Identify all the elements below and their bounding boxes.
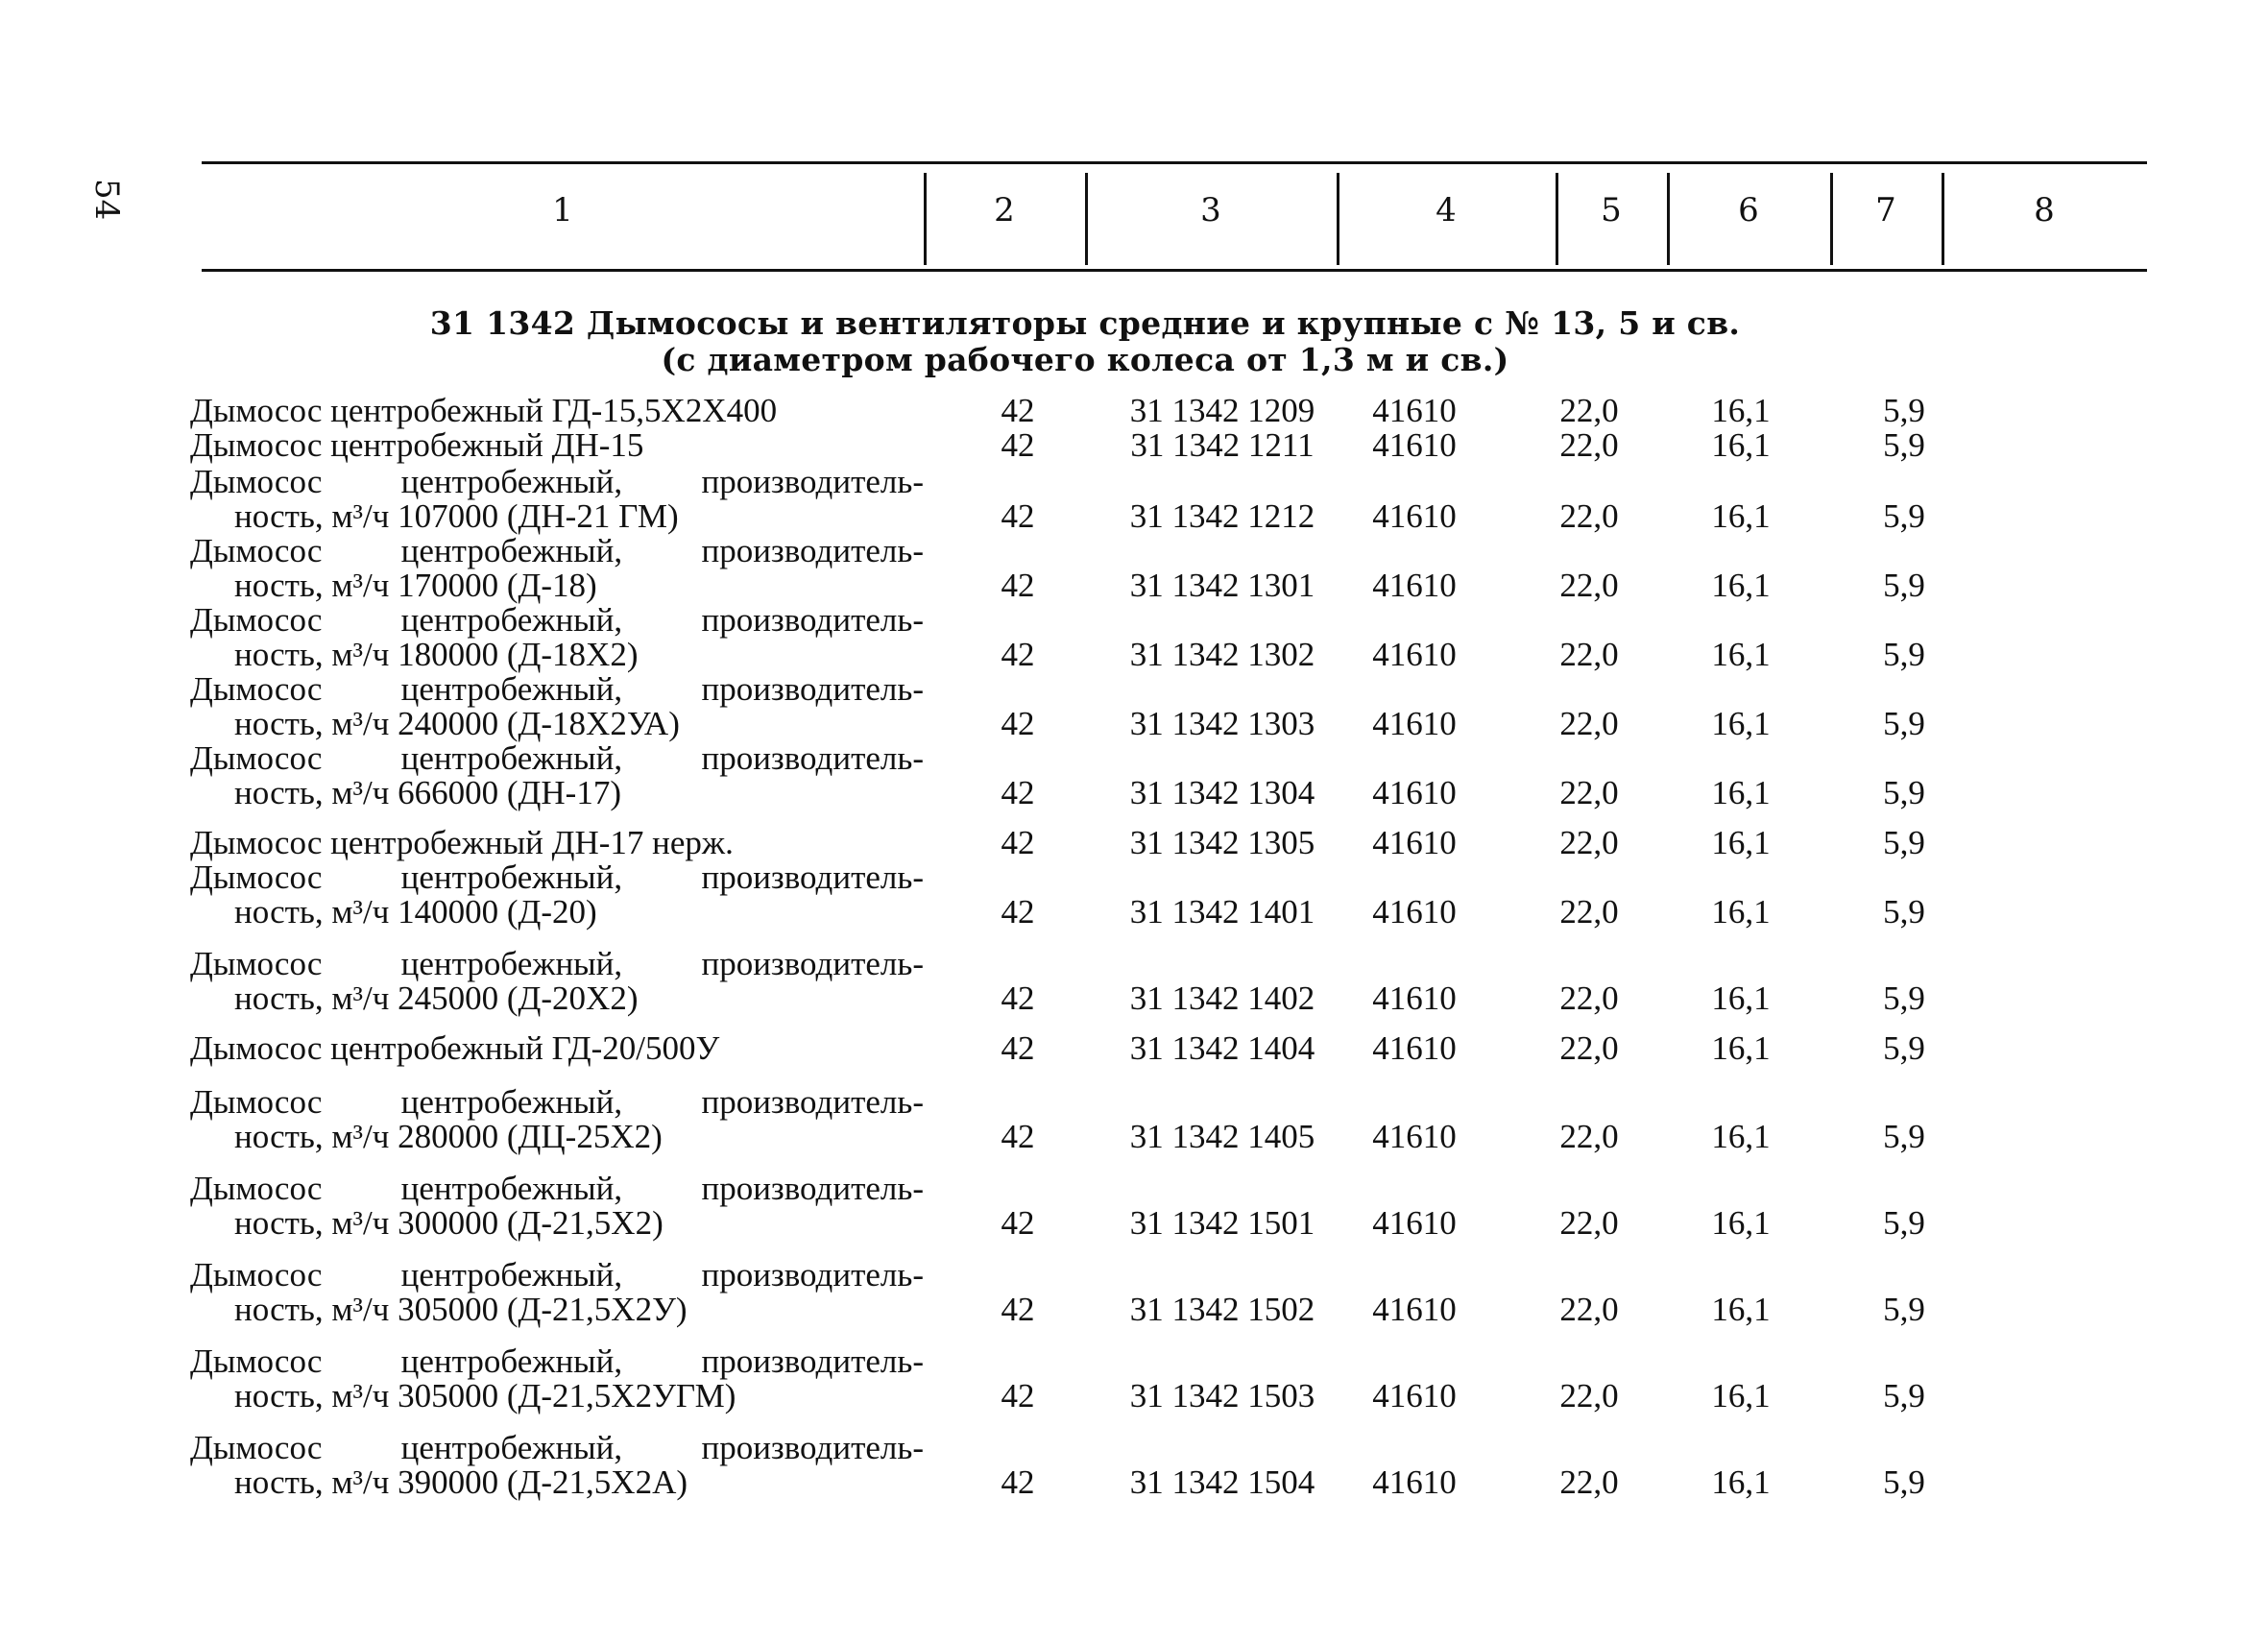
item-name-line-2: ность, м³/ч 180000 (Д-18Х2)	[234, 636, 639, 673]
item-name-word: центробежный,	[400, 739, 623, 777]
cell-col-6: 16,1	[1711, 1291, 1771, 1328]
item-name-line-2: ность, м³/ч 300000 (Д-21,5Х2)	[234, 1204, 664, 1242]
item-name-line-2: ность, м³/ч 245000 (Д-20Х2)	[234, 979, 639, 1017]
item-name-word: центробежный,	[400, 532, 623, 569]
cell-col-7: 5,9	[1883, 1463, 1925, 1501]
item-name	[190, 1085, 924, 1154]
item-name	[190, 826, 924, 860]
item-name-word: центробежный,	[400, 1256, 623, 1293]
cell-col-7: 5,9	[1883, 705, 1925, 742]
item-name-line-1	[190, 1258, 924, 1293]
item-name	[190, 1172, 924, 1241]
item-name-word: Дымосос центробежный ДН-15	[190, 426, 644, 464]
item-name-line-1	[190, 534, 924, 568]
item-name-word: производитель-	[701, 1256, 924, 1293]
cell-col-6: 16,1	[1711, 1029, 1771, 1067]
item-name-line-1	[190, 826, 924, 860]
cell-col-5: 22,0	[1559, 893, 1619, 931]
cell-col-4: 41610	[1372, 567, 1457, 604]
cell-col-6: 16,1	[1711, 774, 1771, 811]
cell-col-6: 16,1	[1711, 1118, 1771, 1155]
cell-col-5: 22,0	[1559, 1029, 1619, 1067]
cell-col-7: 5,9	[1883, 824, 1925, 861]
cell-col-4: 41610	[1372, 636, 1457, 673]
cell-col-7: 5,9	[1883, 426, 1925, 464]
item-name	[190, 428, 924, 463]
item-name-line-2: ность, м³/ч 240000 (Д-18Х2УА)	[234, 705, 680, 742]
cell-col-5: 22,0	[1559, 1204, 1619, 1242]
cell-col-2: 42	[1001, 1463, 1035, 1501]
cell-col-4: 41610	[1372, 497, 1457, 535]
item-name-word: Дымосос	[190, 1256, 323, 1293]
cell-col-3: 31 1342 1301	[1129, 567, 1315, 604]
item-name-word: Дымосос	[190, 858, 323, 896]
item-name-line-1	[190, 947, 924, 981]
item-name-word: центробежный,	[400, 601, 623, 639]
cell-col-7: 5,9	[1883, 636, 1925, 673]
item-name-word: производитель-	[701, 1083, 924, 1121]
item-name-line-1	[190, 465, 924, 499]
item-name-word: центробежный,	[400, 670, 623, 708]
item-name-line-1	[190, 394, 924, 428]
cell-col-4: 41610	[1372, 774, 1457, 811]
item-name	[190, 1258, 924, 1327]
column-header-1: 1	[552, 191, 573, 230]
cell-col-4: 41610	[1372, 392, 1457, 429]
column-header-7: 7	[1875, 191, 1896, 230]
cell-col-6: 16,1	[1711, 705, 1771, 742]
item-name-line-1	[190, 741, 924, 776]
item-name-line-1	[190, 428, 924, 463]
column-header-2: 2	[994, 191, 1015, 230]
item-name-word: центробежный,	[400, 1429, 623, 1466]
cell-col-4: 41610	[1372, 1377, 1457, 1414]
cell-col-3: 31 1342 1405	[1129, 1118, 1315, 1155]
item-name-line-2: ность, м³/ч 140000 (Д-20)	[234, 893, 597, 931]
cell-col-7: 5,9	[1883, 893, 1925, 931]
item-name-word: Дымосос	[190, 1083, 323, 1121]
cell-col-4: 41610	[1372, 1029, 1457, 1067]
item-name-word: Дымосос центробежный ГД-20/500У	[190, 1029, 720, 1067]
item-name-word: центробежный,	[400, 1083, 623, 1121]
cell-col-4: 41610	[1372, 705, 1457, 742]
cell-col-6: 16,1	[1711, 824, 1771, 861]
cell-col-5: 22,0	[1559, 774, 1619, 811]
cell-col-3: 31 1342 1304	[1129, 774, 1315, 811]
cell-col-3: 31 1342 1501	[1129, 1204, 1315, 1242]
cell-col-5: 22,0	[1559, 824, 1619, 861]
cell-col-5: 22,0	[1559, 1463, 1619, 1501]
cell-col-5: 22,0	[1559, 1291, 1619, 1328]
cell-col-2: 42	[1001, 979, 1035, 1017]
cell-col-7: 5,9	[1883, 979, 1925, 1017]
cell-col-4: 41610	[1372, 426, 1457, 464]
cell-col-2: 42	[1001, 567, 1035, 604]
cell-col-7: 5,9	[1883, 1029, 1925, 1067]
item-name-word: производитель-	[701, 670, 924, 708]
cell-col-7: 5,9	[1883, 774, 1925, 811]
item-name-word: производитель-	[701, 1429, 924, 1466]
header-top-rule	[202, 161, 2147, 164]
cell-col-3: 31 1342 1302	[1129, 636, 1315, 673]
cell-col-7: 5,9	[1883, 1204, 1925, 1242]
cell-col-2: 42	[1001, 1029, 1035, 1067]
cell-col-2: 42	[1001, 705, 1035, 742]
item-name-word: производитель-	[701, 945, 924, 982]
cell-col-6: 16,1	[1711, 1204, 1771, 1242]
cell-col-7: 5,9	[1883, 497, 1925, 535]
item-name-line-2: ность, м³/ч 170000 (Д-18)	[234, 567, 597, 604]
cell-col-2: 42	[1001, 824, 1035, 861]
item-name	[190, 603, 924, 672]
item-name	[190, 465, 924, 534]
page-number: 54	[87, 179, 126, 221]
cell-col-2: 42	[1001, 426, 1035, 464]
item-name-word: центробежный,	[400, 945, 623, 982]
item-name-word: Дымосос	[190, 670, 323, 708]
item-name-word: производитель-	[701, 601, 924, 639]
cell-col-7: 5,9	[1883, 392, 1925, 429]
cell-col-7: 5,9	[1883, 1118, 1925, 1155]
item-name-word: производитель-	[701, 463, 924, 500]
item-name-line-1	[190, 1431, 924, 1465]
item-name-word: Дымосос	[190, 945, 323, 982]
item-name-word: производитель-	[701, 858, 924, 896]
cell-col-5: 22,0	[1559, 979, 1619, 1017]
item-name-word: Дымосос центробежный ГД-15,5Х2Х400	[190, 392, 778, 429]
item-name-word: производитель-	[701, 532, 924, 569]
item-name	[190, 534, 924, 603]
cell-col-2: 42	[1001, 392, 1035, 429]
cell-col-5: 22,0	[1559, 497, 1619, 535]
cell-col-3: 31 1342 1209	[1129, 392, 1315, 429]
item-name-word: центробежный,	[400, 858, 623, 896]
cell-col-3: 31 1342 1305	[1129, 824, 1315, 861]
cell-col-2: 42	[1001, 636, 1035, 673]
cell-col-6: 16,1	[1711, 426, 1771, 464]
item-name-line-1	[190, 672, 924, 707]
cell-col-3: 31 1342 1502	[1129, 1291, 1315, 1328]
cell-col-2: 42	[1001, 497, 1035, 535]
item-name-line-2: ность, м³/ч 305000 (Д-21,5Х2У)	[234, 1291, 688, 1328]
cell-col-5: 22,0	[1559, 1377, 1619, 1414]
item-name-line-2: ность, м³/ч 280000 (ДЦ-25Х2)	[234, 1118, 663, 1155]
item-name-word: Дымосос	[190, 463, 323, 500]
cell-col-4: 41610	[1372, 1291, 1457, 1328]
cell-col-6: 16,1	[1711, 497, 1771, 535]
cell-col-2: 42	[1001, 893, 1035, 931]
item-name-line-1	[190, 1172, 924, 1206]
cell-col-7: 5,9	[1883, 567, 1925, 604]
cell-col-2: 42	[1001, 1291, 1035, 1328]
section-title	[413, 305, 1757, 378]
cell-col-6: 16,1	[1711, 893, 1771, 931]
cell-col-4: 41610	[1372, 979, 1457, 1017]
item-name-word: Дымосос	[190, 739, 323, 777]
header-bottom-rule	[202, 269, 2147, 272]
item-name	[190, 1431, 924, 1500]
item-name-line-2: ность, м³/ч 666000 (ДН-17)	[234, 774, 621, 811]
item-name-line-2: ность, м³/ч 390000 (Д-21,5Х2А)	[234, 1463, 688, 1501]
item-name-word: центробежный,	[400, 1170, 623, 1207]
cell-col-3: 31 1342 1303	[1129, 705, 1315, 742]
item-name-line-1	[190, 1031, 924, 1066]
item-name	[190, 860, 924, 930]
cell-col-5: 22,0	[1559, 705, 1619, 742]
item-name-word: центробежный,	[400, 463, 623, 500]
cell-col-2: 42	[1001, 1204, 1035, 1242]
item-name-line-1	[190, 603, 924, 638]
cell-col-3: 31 1342 1404	[1129, 1029, 1315, 1067]
item-name-word: Дымосос	[190, 1170, 323, 1207]
cell-col-5: 22,0	[1559, 636, 1619, 673]
cell-col-2: 42	[1001, 774, 1035, 811]
item-name	[190, 394, 924, 428]
item-name-line-1	[190, 1344, 924, 1379]
section-title-line-2: (с диаметром рабочего колеса от 1,3 м и св.)	[661, 341, 1509, 378]
cell-col-2: 42	[1001, 1377, 1035, 1414]
column-header-4: 4	[1436, 191, 1457, 230]
item-name-line-2: ность, м³/ч 107000 (ДН-21 ГМ)	[234, 497, 679, 535]
cell-col-4: 41610	[1372, 1463, 1457, 1501]
column-header-8: 8	[2034, 191, 2055, 230]
item-name-word: Дымосос	[190, 1342, 323, 1380]
item-name	[190, 741, 924, 810]
item-name	[190, 1031, 924, 1066]
column-header-6: 6	[1738, 191, 1759, 230]
cell-col-3: 31 1342 1212	[1129, 497, 1315, 535]
cell-col-4: 41610	[1372, 824, 1457, 861]
cell-col-7: 5,9	[1883, 1291, 1925, 1328]
item-name-line-2: ность, м³/ч 305000 (Д-21,5Х2УГМ)	[234, 1377, 736, 1414]
cell-col-5: 22,0	[1559, 567, 1619, 604]
item-name-line-1	[190, 1085, 924, 1120]
item-name	[190, 672, 924, 741]
item-name-line-1	[190, 860, 924, 895]
cell-col-3: 31 1342 1504	[1129, 1463, 1315, 1501]
item-name-word: производитель-	[701, 1170, 924, 1207]
item-name-word: Дымосос	[190, 1429, 323, 1466]
column-header-3: 3	[1200, 191, 1221, 230]
table-header	[202, 161, 2147, 272]
item-name-word: Дымосос	[190, 601, 323, 639]
cell-col-6: 16,1	[1711, 567, 1771, 604]
item-name-word: производитель-	[701, 739, 924, 777]
cell-col-5: 22,0	[1559, 1118, 1619, 1155]
cell-col-4: 41610	[1372, 1204, 1457, 1242]
cell-col-2: 42	[1001, 1118, 1035, 1155]
section-title-line-1: 31 1342 Дымососы и вентиляторы средние и крупные с № 13, 5 и св.	[429, 304, 1741, 342]
cell-col-6: 16,1	[1711, 979, 1771, 1017]
item-name	[190, 1344, 924, 1414]
cell-col-4: 41610	[1372, 1118, 1457, 1155]
cell-col-5: 22,0	[1559, 426, 1619, 464]
cell-col-3: 31 1342 1401	[1129, 893, 1315, 931]
cell-col-3: 31 1342 1503	[1129, 1377, 1315, 1414]
cell-col-3: 31 1342 1211	[1130, 426, 1315, 464]
cell-col-5: 22,0	[1559, 392, 1619, 429]
item-name-word: Дымосос	[190, 532, 323, 569]
cell-col-6: 16,1	[1711, 636, 1771, 673]
cell-col-6: 16,1	[1711, 392, 1771, 429]
cell-col-4: 41610	[1372, 893, 1457, 931]
item-name-word: производитель-	[701, 1342, 924, 1380]
item-name-word: Дымосос центробежный ДН-17 нерж.	[190, 824, 734, 861]
cell-col-6: 16,1	[1711, 1463, 1771, 1501]
cell-col-6: 16,1	[1711, 1377, 1771, 1414]
cell-col-7: 5,9	[1883, 1377, 1925, 1414]
item-name-word: центробежный,	[400, 1342, 623, 1380]
cell-col-3: 31 1342 1402	[1129, 979, 1315, 1017]
column-header-5: 5	[1601, 191, 1622, 230]
item-name	[190, 947, 924, 1016]
